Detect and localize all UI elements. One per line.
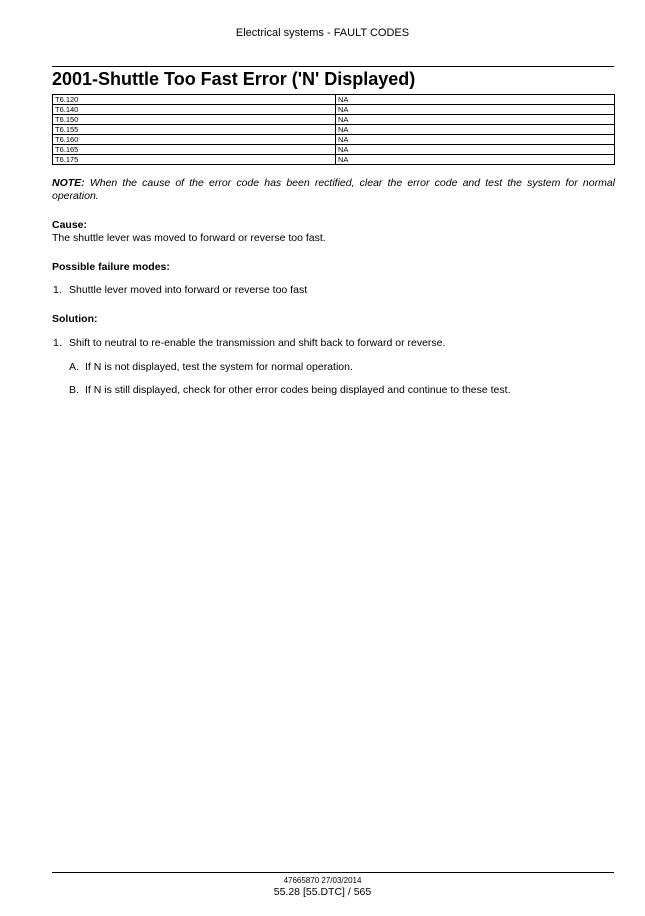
value-cell: NA [336,95,615,105]
running-header: Electrical systems - FAULT CODES [235,27,410,39]
model-cell: T6.150 [53,115,336,125]
substep-text: If N is still displayed, check for other error codes being displayed and continue to these test. [85,384,511,396]
value-cell: NA [336,125,615,135]
substep-letter: B. [69,384,79,396]
model-cell: T6.160 [53,135,336,145]
footer-page-ref: 55.28 [55.DTC] / 565 [273,886,372,898]
value-cell: NA [336,135,615,145]
table-row [53,95,615,105]
solution-substep [69,384,510,397]
solution-step [53,337,445,350]
model-cell: T6.165 [53,145,336,155]
solution-substep [69,361,353,374]
value-cell: NA [336,155,615,165]
table-row [53,155,615,165]
model-cell: T6.155 [53,125,336,135]
note-text: When the cause of the error code has been rectified, clear the error code and test the system for normal operation. [52,177,615,202]
value-cell: NA [336,115,615,125]
value-cell: NA [336,105,615,115]
section-title: 2001-Shuttle Too Fast Error ('N' Displayed) [52,69,416,89]
list-item [53,284,307,297]
cause-text: The shuttle lever was moved to forward or reverse too fast. [52,232,326,244]
step-number: 1. [53,337,62,349]
list-text: Shuttle lever moved into forward or reverse too fast [69,284,308,296]
footer-doc-info: 47665870 27/03/2014 [283,876,362,885]
table-row [53,105,615,115]
footer-rule [52,872,614,873]
table-row [53,145,615,155]
model-applicability-table [52,94,615,165]
table-row [53,115,615,125]
step-text: Shift to neutral to re-enable the transmission and shift back to forward or reverse. [69,337,446,349]
model-cell: T6.120 [53,95,336,105]
model-cell: T6.140 [53,105,336,115]
table-row [53,135,615,145]
table-row [53,125,615,135]
list-number: 1. [53,284,62,296]
header-rule [52,66,614,67]
note-paragraph [52,177,615,203]
substep-letter: A. [69,361,79,373]
substep-text: If N is not displayed, test the system for normal operation. [85,361,353,373]
failure-modes-heading: Possible failure modes: [52,261,170,273]
note-label: NOTE: [52,177,85,189]
value-cell: NA [336,145,615,155]
solution-heading: Solution: [52,313,98,325]
cause-heading: Cause: [52,219,88,231]
model-cell: T6.175 [53,155,336,165]
